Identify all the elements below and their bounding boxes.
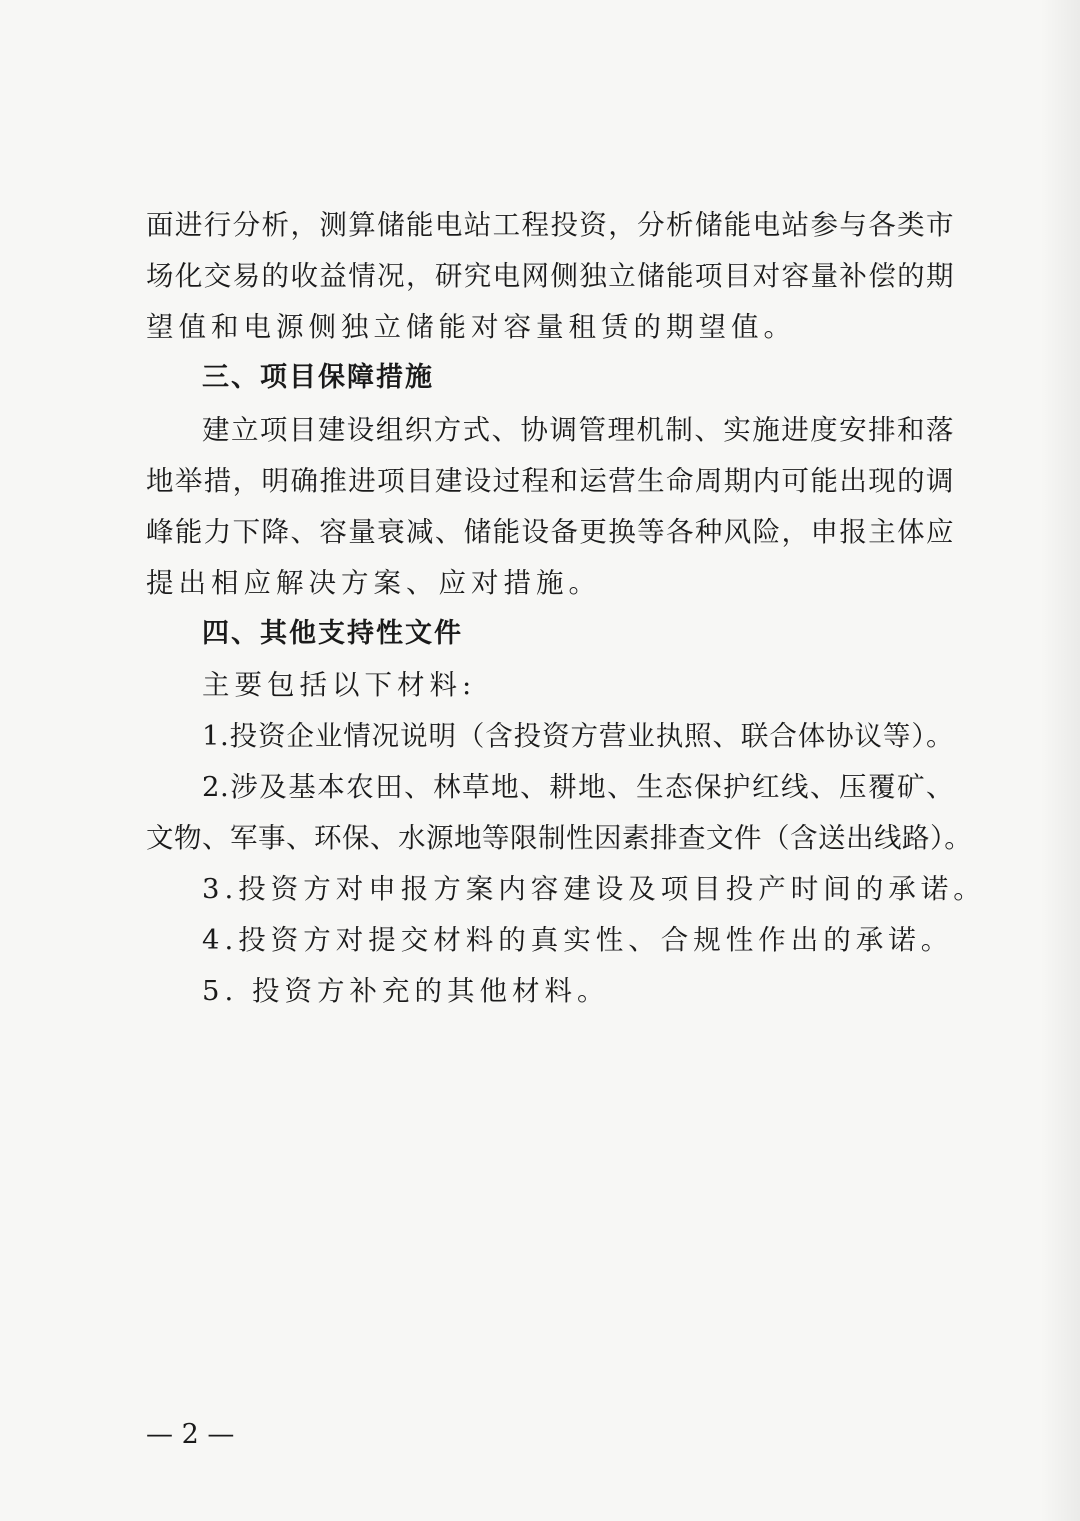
paragraph-1-line-2: 场化交易的收益情况，研究电网侧独立储能项目对容量补偿的期	[146, 260, 954, 292]
list-item-4: 4.投资方对提交材料的真实性、合规性作出的承诺。	[202, 924, 954, 956]
list-item-3: 3.投资方对申报方案内容建设及项目投产时间的承诺。	[202, 873, 986, 905]
list-item-1: 1.投资企业情况说明（含投资方营业执照、联合体协议等）。	[202, 720, 954, 752]
paragraph-1-line-1: 面进行分析，测算储能电站工程投资，分析储能电站参与各类市	[146, 209, 954, 241]
list-item-2-line-2: 文物、军事、环保、水源地等限制性因素排查文件（含送出线路）。	[146, 822, 973, 854]
paragraph-2-line-3: 峰能力下降、容量衰减、储能设备更换等各种风险，申报主体应	[146, 516, 954, 548]
paragraph-2-line-2: 地举措，明确推进项目建设过程和运营生命周期内可能出现的调	[146, 465, 954, 497]
list-item-2-line-1: 2.涉及基本农田、林草地、耕地、生态保护红线、压覆矿、	[202, 771, 954, 803]
intro-line: 主要包括以下材料:	[202, 669, 477, 701]
list-item-5: 5. 投资方补充的其他材料。	[202, 975, 610, 1007]
paragraph-2-line-4: 提出相应解决方案、应对措施。	[146, 567, 601, 599]
section-heading-4: 四、其他支持性文件	[202, 618, 463, 649]
page-number: — 2 —	[146, 1419, 235, 1450]
paragraph-2-line-1: 建立项目建设组织方式、协调管理机制、实施进度安排和落	[202, 414, 954, 446]
page-edge-shadow	[1040, 0, 1080, 1521]
paragraph-1-line-3: 望值和电源侧独立储能对容量租赁的期望值。	[146, 311, 796, 343]
section-heading-3: 三、项目保障措施	[202, 362, 434, 393]
